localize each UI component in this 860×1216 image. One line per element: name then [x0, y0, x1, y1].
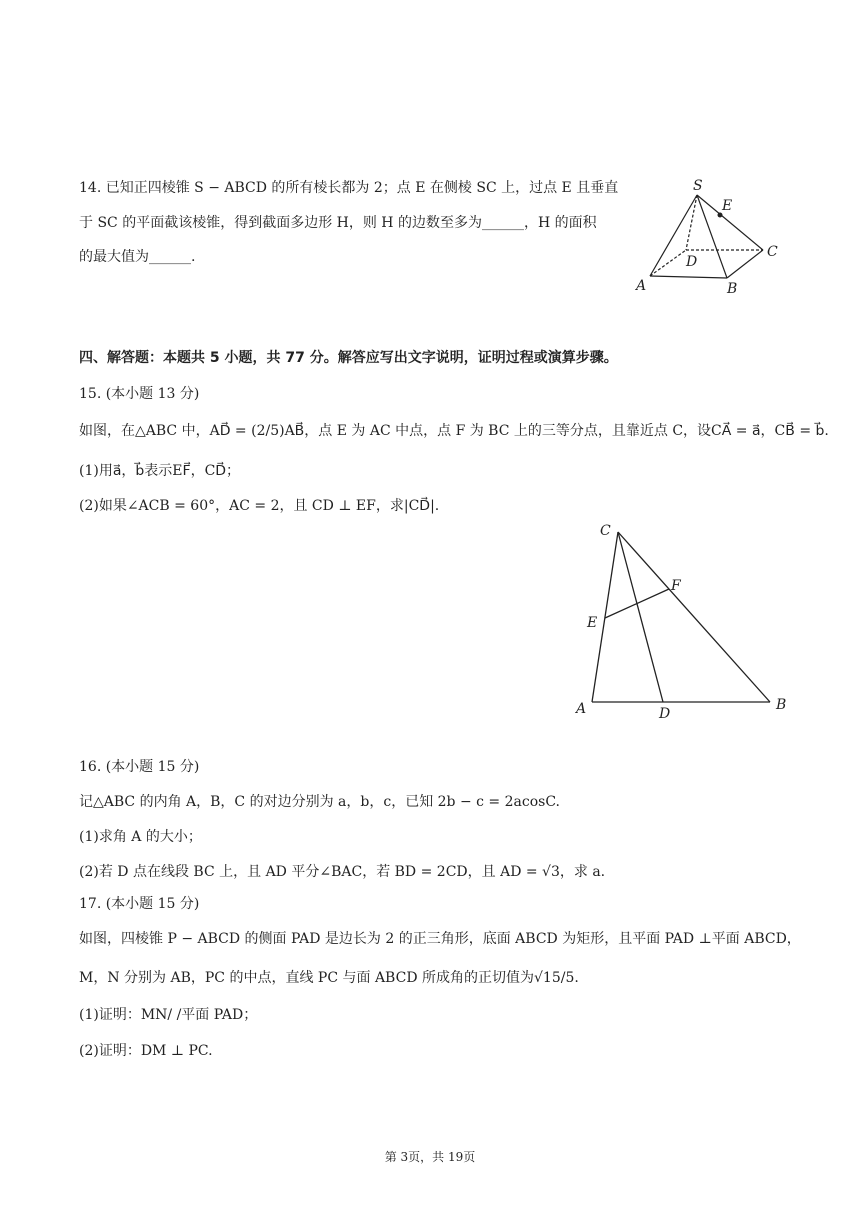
q14-pyramid-figure [630, 178, 790, 298]
label-D: D [686, 254, 698, 270]
q14-line1: 14. 已知正四棱锥 S − ABCD 的所有棱长都为 2；点 E 在侧棱 SC 上，过点 E 且垂直 [79, 180, 619, 196]
q17-header: 17. (本小题 15 分) [79, 896, 200, 912]
label-D: D [659, 706, 671, 722]
edge-BC [727, 250, 763, 278]
label-B: B [776, 697, 787, 713]
edge-AD [650, 250, 686, 276]
label-C: C [767, 244, 778, 260]
label-E: E [587, 615, 598, 631]
q17-line1: 如图，四棱锥 P − ABCD 的侧面 PAD 是边长为 2 的正三角形，底面 ABCD 为矩形，且平面 PAD ⊥平面 ABCD， [79, 931, 801, 947]
q15-line1: 如图，在△ABC 中，AD⃗ = (2/5)AB⃗，点 E 为 AC 中点，点 F 为 BC 上的三等分点，且靠近点 C，设CA⃗ = a⃗，CB⃗ = b⃗. [79, 423, 829, 439]
q17-line2: M，N 分别为 AB，PC 的中点，直线 PC 与面 ABCD 所成角的正切值为√15/5. [79, 970, 579, 986]
label-A: A [636, 278, 647, 294]
q14-line3: 的最大值为______. [79, 249, 196, 265]
edge-AB [650, 276, 727, 278]
q16-line1: 记△ABC 的内角 A，B，C 的对边分别为 a，b，c，已知 2b − c = 2acosC. [79, 794, 560, 810]
q17-part2: (2)证明：DM ⊥ PC. [79, 1043, 213, 1059]
label-B: B [727, 281, 738, 297]
q17-part1: (1)证明：MN/ /平面 PAD； [79, 1007, 258, 1023]
q15-header: 15. (本小题 13 分) [79, 386, 200, 402]
q15-part1: (1)用a⃗，b⃗表示EF⃗，CD⃗； [79, 463, 241, 479]
label-E: E [722, 198, 733, 214]
label-F: F [671, 578, 681, 594]
q15-triangle-figure [570, 518, 810, 728]
section-heading: 四、解答题：本题共 5 小题，共 77 分。解答应写出文字说明，证明过程或演算步骤。 [79, 350, 618, 366]
q16-part2: (2)若 D 点在线段 BC 上，且 AD 平分∠BAC，若 BD = 2CD，且 AD = √3，求 a. [79, 864, 606, 880]
edge-SD [686, 195, 697, 250]
q14-line2: 于 SC 的平面截该棱锥，得到截面多边形 H，则 H 的边数至多为______，H 的面积 [79, 215, 597, 231]
q16-header: 16. (本小题 15 分) [79, 759, 200, 775]
label-S: S [693, 178, 703, 194]
label-A: A [576, 701, 587, 717]
label-C: C [600, 523, 611, 539]
q15-part2: (2)如果∠ACB = 60°，AC = 2，且 CD ⊥ EF，求|CD⃗|. [79, 498, 440, 514]
page-footer: 第 3页，共 19页 [384, 1150, 476, 1164]
segment-EF [605, 589, 669, 618]
q16-part1: (1)求角 A 的大小； [79, 829, 202, 845]
